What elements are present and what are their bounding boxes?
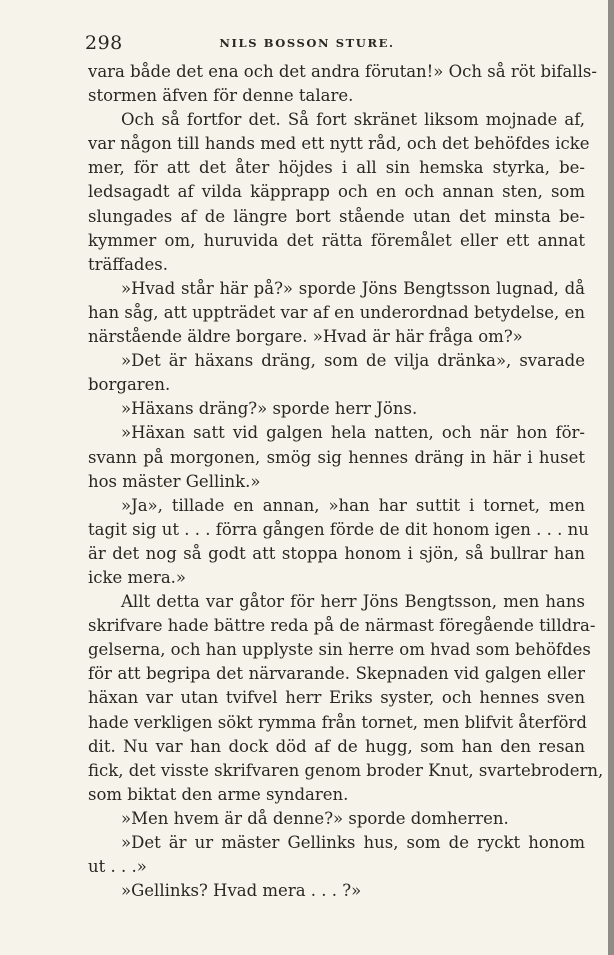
- text-line: ledsagadt af vilda käpprapp och en och annan sten, som: [88, 182, 585, 202]
- running-title: NILS BOSSON STURE.: [219, 36, 395, 50]
- text-line: »Häxans dräng?» sporde herr Jöns.: [121, 399, 418, 419]
- text-line: »Gellinks? Hvad mera . . . ?»: [121, 881, 362, 901]
- text-line: »Häxan satt vid galgen hela natten, och när hon för-: [121, 423, 585, 443]
- text-line: Och så fortfor det. Så fort skränet liksom mojnade af,: [121, 110, 585, 130]
- text-line: »Hvad står här på?» sporde Jöns Bengtsson lugnad, då: [121, 278, 585, 298]
- text-line: tagit sig ut . . . förra gången förde de dit honom igen . . . nu: [88, 519, 589, 539]
- text-line: stormen äfven för denne talare.: [88, 86, 354, 106]
- text-line: icke mera.»: [88, 567, 187, 587]
- text-line: »Det är häxans dräng, som de vilja dränka», svarade: [121, 351, 585, 371]
- text-line: hade verkligen sökt rymma från tornet, men blifvit återförd: [88, 712, 587, 732]
- text-line: slungades af de längre bort stående utan det minsta be-: [88, 206, 585, 226]
- body-text: [88, 60, 604, 903]
- text-line: Allt detta var gåtor för herr Jöns Bengtsson, men hans: [121, 592, 585, 612]
- text-line: för att begripa det närvarande. Skepnaden vid galgen eller: [88, 664, 585, 684]
- text-line: kymmer om, huruvida det rätta föremålet eller ett annat: [88, 230, 585, 250]
- text-line: »Men hvem är då denne?» sporde domherren.: [121, 808, 509, 828]
- text-line: gelserna, och han upplyste sin herre om hvad som behöfdes: [88, 640, 591, 660]
- page-number: 298: [85, 32, 123, 54]
- text-line: fick, det visste skrifvaren genom broder Knut, svartebrodern,: [88, 760, 604, 780]
- text-line: »Ja», tillade en annan, »han har suttit i tornet, men: [121, 495, 585, 515]
- text-line: är det nog så godt att stoppa honom i sjön, så bullrar han: [88, 543, 585, 563]
- text-line: svann på morgonen, smög sig hennes dräng in här i huset: [88, 447, 585, 467]
- text-line: hos mäster Gellink.»: [88, 471, 261, 491]
- text-line: träffades.: [88, 254, 168, 274]
- text-line: borgaren.: [88, 375, 171, 395]
- text-line: närstående äldre borgare. »Hvad är här fråga om?»: [88, 327, 523, 347]
- text-line: skrifvare hade bättre reda på de närmast föregående tilldra-: [88, 616, 596, 636]
- text-line: han såg, att uppträdet var af en underordnad betydelse, en: [88, 302, 585, 322]
- text-line: »Det är ur mäster Gellinks hus, som de ryckt honom: [121, 833, 585, 852]
- text-line: som biktat den arme syndaren.: [88, 784, 349, 804]
- text-line: mer, för att det åter höjdes i all sin hemska styrka, be-: [88, 158, 585, 178]
- text-line: dit. Nu var han dock död af de hugg, som han den resan: [88, 736, 585, 756]
- text-line: vara både det ena och det andra förutan!» Och så röt bifalls-: [88, 62, 597, 81]
- text-line: ut . . .»: [88, 857, 147, 877]
- text-line: häxan var utan tvifvel herr Eriks syster, och hennes sven: [88, 688, 585, 708]
- text-line: var någon till hands med ett nytt råd, och det behöfdes icke: [88, 134, 590, 154]
